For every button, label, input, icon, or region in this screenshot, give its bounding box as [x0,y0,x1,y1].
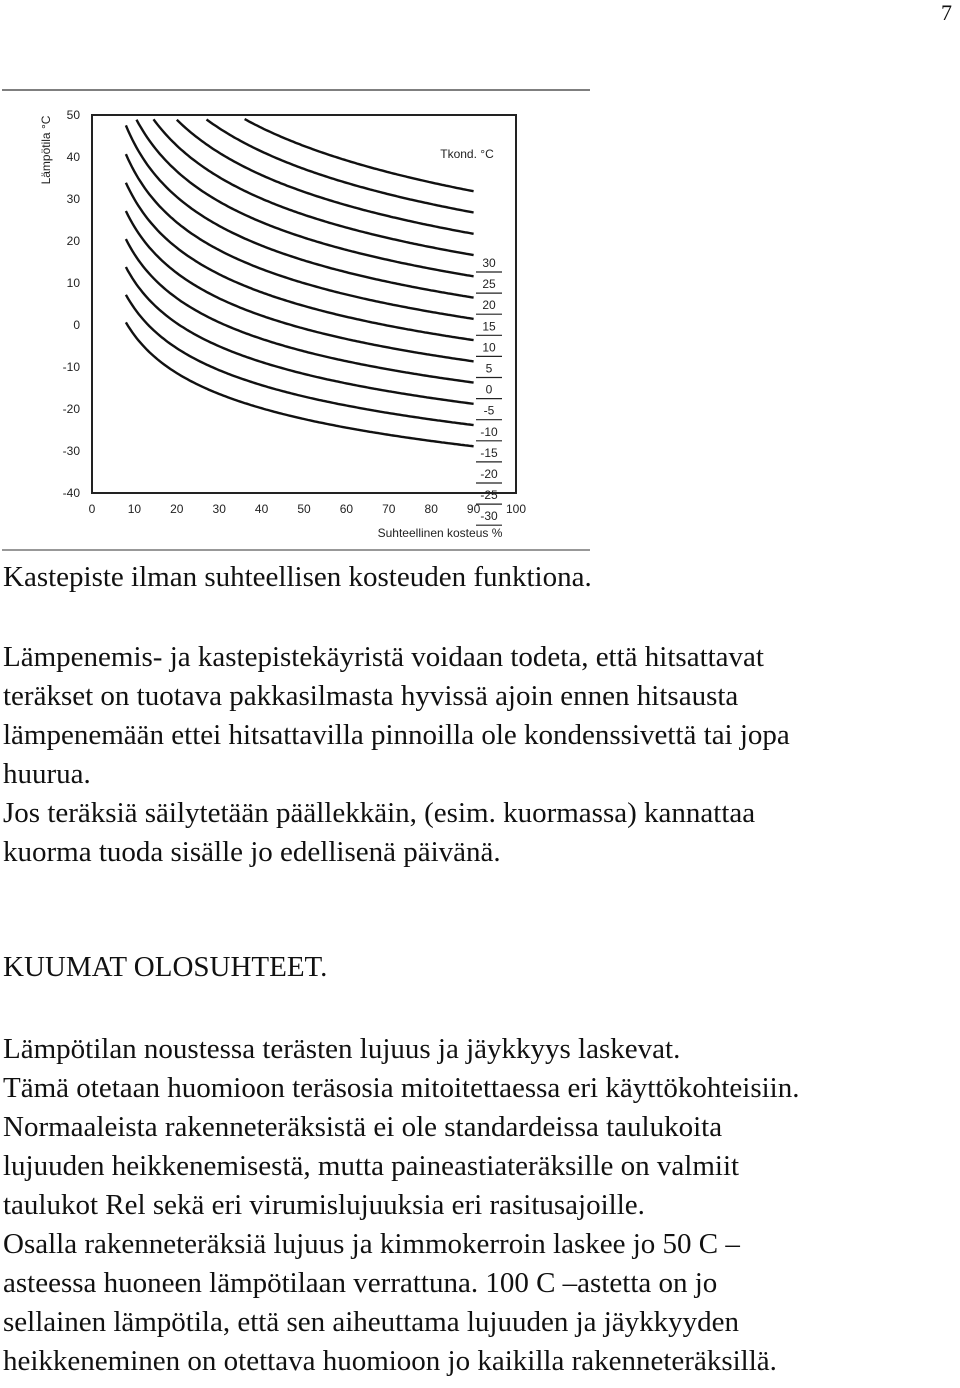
dewpoint-curve [126,322,474,446]
text-line: teräkset on tuotava pakkasilmasta hyvissä ajoin ennen hitsausta [3,680,739,712]
y-tick-label: 40 [66,150,80,164]
text-line: Osalla rakenneteräksiä lujuus ja kimmokerroin laskee jo 50 C – [3,1228,740,1260]
curve-label: -10 [480,424,498,439]
text-line: Normaaleista rakenneteräksistä ei ole standardeissa taulukoita [3,1111,723,1143]
dewpoint-curve [126,125,474,297]
x-tick-label: 100 [505,502,527,516]
dewpoint-chart-figure [0,80,600,555]
curve-label: -20 [480,467,498,481]
x-tick-label: 20 [170,502,184,516]
curve-label: 20 [482,298,496,313]
text-line: Lämpenemis- ja kastepistekäyristä voidaan todeta, että hitsattavat [3,641,764,673]
curve-label: 25 [482,277,496,292]
curve-label: 30 [482,256,496,270]
x-tick-labels [89,502,527,516]
curve-label: 0 [485,382,493,397]
section-heading: KUUMAT OLOSUHTEET. [3,951,328,983]
dewpoint-curve [137,120,474,277]
dewpoint-curve [245,119,474,191]
x-tick-label: 60 [339,502,354,516]
y-axis-label: Lämpötila °C [39,115,53,185]
paragraph-storage [3,794,755,872]
x-tick-label: 0 [88,502,96,516]
x-tick-label: 30 [212,502,226,516]
text-line: sellainen lämpötila, että sen aiheuttama lujuuden ja jäykkyyden [3,1306,740,1338]
curve-label: 10 [482,340,496,355]
y-tick-label: 0 [73,318,80,332]
text-line: asteessa huoneen lämpötilaan verrattuna. 100 C –astetta on jo [3,1267,718,1299]
y-tick-labels [63,108,81,500]
x-tick-label: 80 [424,502,438,516]
curve-label: -5 [483,403,495,418]
figure-caption: Kastepiste ilman suhteellisen kosteuden funktiona. [3,561,592,593]
paragraph-cooling [3,638,790,794]
dewpoint-curve [126,211,474,361]
x-tick-label: 10 [127,502,142,516]
curve-label: -25 [480,488,498,503]
dewpoint-curves [126,119,474,446]
text-line: kuorma tuoda sisälle jo edellisenä päivänä. [3,836,501,868]
text-line: lämpenemään ettei hitsattavilla pinnoilla ole kondenssivettä tai jopa [3,719,790,751]
dewpoint-chart [0,80,600,555]
x-tick-label: 70 [382,502,396,516]
text-line: lujuuden heikkenemisestä, mutta paineastiateräksille on valmiit [3,1150,740,1182]
y-tick-label: -20 [62,402,80,416]
plot-area [92,115,516,493]
x-tick-label: 40 [254,502,269,516]
dewpoint-curve [207,120,474,213]
text-line: Jos teräksiä säilytetään päällekkäin, (esim. kuormassa) kannattaa [3,797,756,829]
x-tick-label: 90 [466,502,481,516]
dewpoint-curve-labels [476,256,502,525]
x-tick-label: 50 [297,502,311,516]
paragraph-hot-conditions [3,1030,799,1381]
x-axis-label: Suhteellinen kosteus % [377,526,503,540]
curve-label: 5 [485,361,493,376]
curve-label: -30 [480,509,498,524]
y-tick-label: -40 [62,486,80,500]
dewpoint-curve [126,183,474,340]
text-line: Lämpötilan noustessa terästen lujuus ja jäykkyys laskevat. [3,1033,681,1065]
y-tick-label: -30 [62,444,80,458]
y-tick-label: 10 [66,276,80,290]
y-tick-label: 50 [66,108,80,122]
curve-label: 15 [482,319,496,334]
text-line: huurua. [3,758,91,790]
legend-title: Tkond. °C [440,147,494,161]
dewpoint-curve [126,295,474,425]
page-number: 7 [941,0,952,25]
y-tick-label: 30 [66,192,80,206]
y-tick-label: -10 [62,360,80,374]
curve-label: -15 [480,445,498,460]
text-line: heikkeneminen on otettava huomioon jo kaikilla rakenneteräksillä. [3,1345,777,1377]
text-line: Tämä otetaan huomioon teräsosia mitoitettaessa eri käyttökohteisiin. [3,1072,800,1104]
y-tick-label: 20 [66,234,80,248]
text-line: taulukot Rel sekä eri virumislujuuksia eri rasitusajoille. [3,1189,645,1221]
